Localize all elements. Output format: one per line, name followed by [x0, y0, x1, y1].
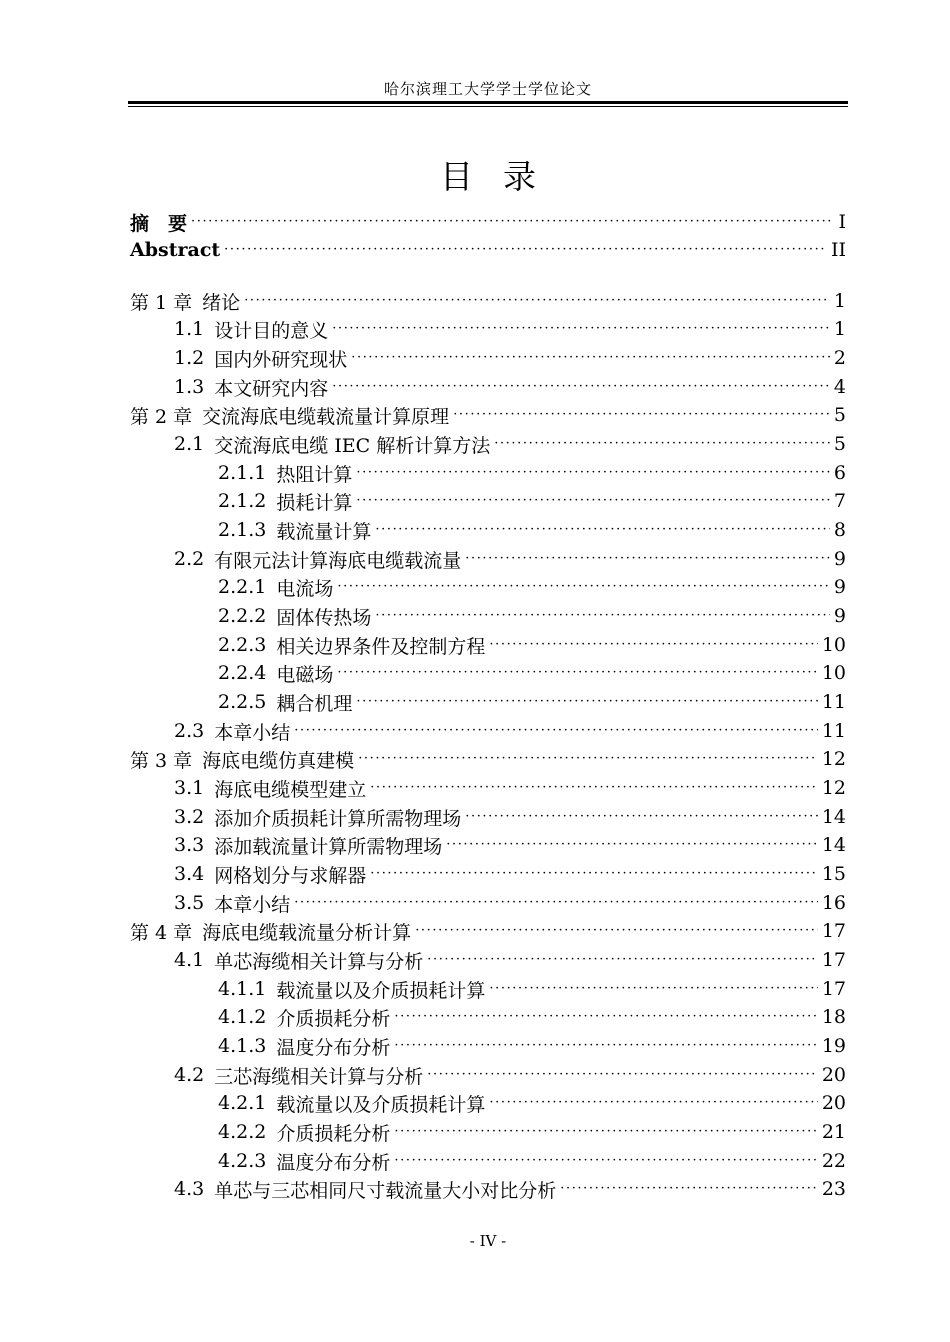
toc-entry-title: 海底电缆载流量分析计算 [202, 921, 412, 944]
toc-entry-page: 22 [821, 1150, 846, 1172]
toc-entry[interactable] [130, 774, 846, 802]
toc-entry-page: 15 [821, 863, 846, 885]
toc-entry-number: 4.1.1 [218, 978, 267, 1000]
toc-entry-title: 单芯海缆相关计算与分析 [214, 950, 424, 973]
toc-entry-page: 7 [833, 490, 846, 512]
toc-entry[interactable] [130, 236, 846, 264]
toc-entry-number: 3.4 [174, 863, 205, 885]
toc-entry-title: 本章小结 [214, 721, 291, 744]
toc-entry-title: 固体传热场 [276, 606, 372, 629]
toc-entry-page: 1 [833, 290, 846, 312]
toc-entry-number: 3.5 [174, 892, 205, 914]
toc-entry-page: 6 [833, 462, 846, 484]
toc-entry-number: 3.3 [174, 834, 205, 856]
toc-entry-title: 海底电缆仿真建模 [202, 749, 355, 772]
toc-title: 目录 [440, 157, 566, 196]
toc-dot-leader [560, 1175, 818, 1203]
toc-entry-title: 添加介质损耗计算所需物理场 [214, 807, 462, 830]
toc-entry-number: 4.1 [174, 949, 205, 971]
toc-entry-title: 交流海底电缆 IEC 解析计算方法 [214, 434, 491, 457]
toc-entry[interactable] [130, 975, 846, 1003]
page-header: 哈尔滨理工大学学士学位论文 [383, 80, 592, 98]
toc-dot-leader [191, 208, 832, 236]
toc-entry-title: 载流量计算 [276, 520, 372, 543]
toc-dot-leader [375, 516, 830, 544]
toc-entry[interactable] [130, 315, 846, 343]
toc-entry-page: I [838, 211, 846, 233]
toc-dot-leader [494, 430, 830, 458]
toc-entry-title: 绪论 [202, 291, 241, 314]
toc-entry-number: 2.1 [174, 433, 205, 455]
toc-entry-page: 18 [821, 1006, 846, 1028]
toc-entry[interactable] [130, 208, 846, 236]
toc-dot-leader [337, 659, 817, 687]
toc-entry[interactable] [130, 889, 846, 917]
toc-entry[interactable] [130, 717, 846, 745]
toc-dot-leader [465, 545, 830, 573]
toc-entry-number: 第 1 章 [130, 291, 193, 314]
toc-entry-number: 4.2 [174, 1064, 205, 1086]
toc-entry[interactable] [130, 602, 846, 630]
toc-entry-title: 海底电缆模型建立 [214, 778, 367, 801]
toc-entry[interactable] [130, 287, 846, 315]
toc-entry-page: 8 [833, 519, 846, 541]
toc-entry-page: 9 [833, 605, 846, 627]
toc-entry-title: 热阻计算 [276, 463, 353, 486]
toc-entry[interactable] [130, 516, 846, 544]
toc-dot-leader [356, 459, 830, 487]
toc-dot-leader [394, 1147, 817, 1175]
toc-entry-number: 4.2.2 [218, 1121, 267, 1143]
toc-dot-leader [370, 860, 818, 888]
toc-entry-page: 12 [821, 748, 846, 770]
toc-entry-title: 载流量以及介质损耗计算 [276, 1093, 486, 1116]
toc-entry-page: 2 [833, 347, 846, 369]
toc-entry-title: 国内外研究现状 [214, 348, 348, 371]
toc-entry-page: 9 [833, 548, 846, 570]
toc-entry[interactable] [130, 631, 846, 659]
header-rule-thin [128, 106, 848, 107]
toc-dot-leader [446, 831, 818, 859]
toc-entry-number: 2.2.1 [218, 576, 267, 598]
toc-entry-number: 1.2 [174, 347, 205, 369]
toc-entry-title: Abstract [130, 239, 221, 261]
toc-entry-page: 5 [833, 433, 846, 455]
toc-dot-leader [332, 373, 830, 401]
toc-entry-number: 2.1.1 [218, 462, 267, 484]
toc-entry-number: 2.2.4 [218, 662, 267, 684]
toc-entry-page: 10 [821, 662, 846, 684]
toc-entry-title: 本章小结 [214, 893, 291, 916]
toc-entry-title: 单芯与三芯相同尺寸载流量大小对比分析 [214, 1179, 557, 1202]
toc-entry-number: 4.3 [174, 1178, 205, 1200]
toc-dot-leader [244, 287, 830, 315]
toc-entry[interactable] [130, 1003, 846, 1031]
toc-entry[interactable] [130, 344, 846, 372]
toc-dot-leader [427, 1061, 818, 1089]
toc-dot-leader [489, 631, 817, 659]
toc-entry[interactable] [130, 803, 846, 831]
toc-entry-title: 耦合机理 [276, 692, 353, 715]
toc-entry[interactable] [130, 860, 846, 888]
toc-entry[interactable] [130, 1089, 846, 1117]
toc-dot-leader [375, 602, 830, 630]
toc-entry[interactable] [130, 573, 846, 601]
toc-entry-number: 1.3 [174, 376, 205, 398]
toc-entry-number: 3.2 [174, 806, 205, 828]
toc-entry[interactable] [130, 1147, 846, 1175]
toc-entry-title: 介质损耗分析 [276, 1007, 391, 1030]
toc-entry[interactable] [130, 459, 846, 487]
toc-entry-number: 第 3 章 [130, 749, 193, 772]
toc-entry-page: 23 [821, 1178, 846, 1200]
toc-entry-number: 2.2.5 [218, 691, 267, 713]
toc-entry-number: 2.2.3 [218, 634, 267, 656]
toc-dot-leader [453, 401, 830, 429]
toc-dot-leader [337, 573, 830, 601]
toc-entry[interactable] [130, 1175, 846, 1203]
toc-entry-title: 添加载流量计算所需物理场 [214, 835, 443, 858]
toc-entry-page: 17 [821, 920, 846, 942]
toc-entry[interactable] [130, 831, 846, 859]
toc-dot-leader [356, 487, 830, 515]
toc-dot-leader [427, 946, 818, 974]
toc-dot-leader [465, 803, 818, 831]
toc-entry[interactable] [130, 1118, 846, 1146]
toc-entry-number: 4.1.2 [218, 1006, 267, 1028]
toc-entry-title: 三芯海缆相关计算与分析 [214, 1065, 424, 1088]
toc-entry-title: 温度分布分析 [276, 1036, 391, 1059]
toc-entry-page: 1 [833, 318, 846, 340]
toc-dot-leader [224, 236, 827, 264]
toc-entry-page: 12 [821, 777, 846, 799]
toc-entry-number: 1.1 [174, 318, 205, 340]
toc-dot-leader [415, 917, 818, 945]
toc-dot-leader [489, 975, 817, 1003]
toc-entry-page: 19 [821, 1035, 846, 1057]
toc-entry-number: 2.2.2 [218, 605, 267, 627]
toc-entry-page: 14 [821, 834, 846, 856]
toc-entry-number: 2.1.2 [218, 490, 267, 512]
toc-entry-page: 20 [821, 1064, 846, 1086]
toc-entry-title: 电流场 [276, 577, 334, 600]
toc-dot-leader [294, 889, 818, 917]
toc-dot-leader [332, 315, 830, 343]
toc-entry-title: 损耗计算 [276, 491, 353, 514]
toc-entry-page: 4 [833, 376, 846, 398]
page-number: - IV - [469, 1232, 507, 1250]
toc-entry-number: 4.1.3 [218, 1035, 267, 1057]
toc-entry[interactable] [130, 545, 846, 573]
toc-dot-leader [294, 717, 818, 745]
toc-entry-title: 电磁场 [276, 663, 334, 686]
toc-entry-page: 9 [833, 576, 846, 598]
toc-entry[interactable] [130, 946, 846, 974]
toc-entry-title: 温度分布分析 [276, 1151, 391, 1174]
toc-entry[interactable] [130, 373, 846, 401]
toc-entry-page: 11 [821, 720, 846, 742]
toc-entry-page: 5 [833, 404, 846, 426]
toc-entry[interactable] [130, 745, 846, 773]
toc-entry[interactable] [130, 1061, 846, 1089]
toc-entry-title: 介质损耗分析 [276, 1122, 391, 1145]
toc-dot-leader [394, 1118, 817, 1146]
toc-dot-leader [358, 745, 818, 773]
toc-entry-page: 10 [821, 634, 846, 656]
toc-entry-page: 21 [821, 1121, 846, 1143]
header-rule-thick [128, 101, 848, 104]
toc-dot-leader [489, 1089, 817, 1117]
toc-entry-page: II [830, 239, 846, 261]
toc-dot-leader [394, 1032, 817, 1060]
toc-entry-number: 第 2 章 [130, 405, 193, 428]
toc-entry-title: 本文研究内容 [214, 377, 329, 400]
toc-dot-leader [394, 1003, 817, 1031]
toc-entry[interactable] [130, 430, 846, 458]
toc-entry[interactable] [130, 688, 846, 716]
toc-entry-number: 第 4 章 [130, 921, 193, 944]
toc-dot-leader [370, 774, 818, 802]
toc-entry-number: 2.1.3 [218, 519, 267, 541]
toc-entry-number: 4.2.1 [218, 1092, 267, 1114]
toc-entry[interactable] [130, 487, 846, 515]
toc-entry-title: 有限元法计算海底电缆载流量 [214, 549, 462, 572]
toc-entry-title: 网格划分与求解器 [214, 864, 367, 887]
toc-entry-number: 2.2 [174, 548, 205, 570]
toc-entry-number: 2.3 [174, 720, 205, 742]
toc-dot-leader [351, 344, 830, 372]
toc-entry[interactable] [130, 917, 846, 945]
toc-entry-number: 4.2.3 [218, 1150, 267, 1172]
toc-entry-page: 20 [821, 1092, 846, 1114]
toc-entry-title: 载流量以及介质损耗计算 [276, 979, 486, 1002]
toc-entry[interactable] [130, 1032, 846, 1060]
toc-entry-title: 设计目的意义 [214, 319, 329, 342]
toc-entry-title: 摘 要 [130, 212, 188, 235]
toc-entry-page: 17 [821, 949, 846, 971]
toc-entry-page: 11 [821, 691, 846, 713]
toc-entry-title: 交流海底电缆载流量计算原理 [202, 405, 450, 428]
toc-entry[interactable] [130, 659, 846, 687]
toc-dot-leader [356, 688, 817, 716]
toc-entry-page: 14 [821, 806, 846, 828]
toc-entry-page: 16 [821, 892, 846, 914]
toc-entry[interactable] [130, 401, 846, 429]
toc-entry-number: 3.1 [174, 777, 205, 799]
toc-entry-title: 相关边界条件及控制方程 [276, 635, 486, 658]
toc-entry-page: 17 [821, 978, 846, 1000]
